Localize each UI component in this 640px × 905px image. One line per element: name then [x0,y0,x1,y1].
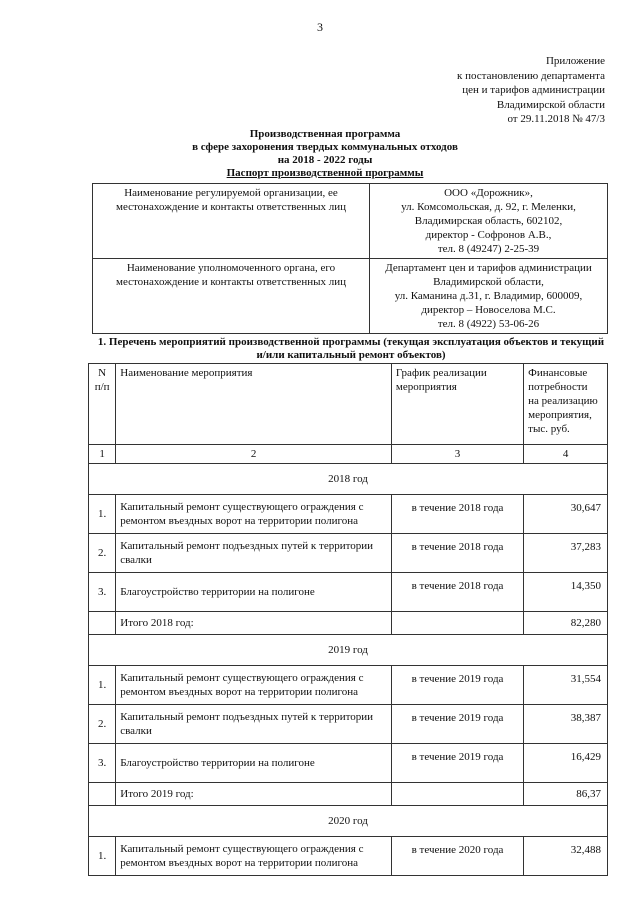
year-row [89,635,608,666]
appendix-line: Приложение [545,55,605,67]
measure-name: Благоустройство территории на полигоне [116,744,392,783]
passport-value-line: директор - Софронов А.В., [425,229,552,241]
program-title-line: на 2018 - 2022 годы [277,154,373,166]
total-row [89,783,608,806]
table-row [89,837,608,876]
program-title-line: Производственная программа [249,128,401,140]
total-label: Итого 2018 год: [116,612,392,635]
passport-label: Наименование уполномоченного органа, его местонахождение и контакты ответственных лиц [93,259,370,334]
section-title: 1. Перечень мероприятий производственной программы (текущая эксплуатация объектов и текущий и/или капитальный ремонт объектов) [97,336,605,361]
passport-value [370,184,608,259]
total-value: 82,280 [524,612,608,635]
measure-cost: 16,429 [524,744,608,783]
measure-cost: 30,647 [524,495,608,534]
empty-cell [391,783,523,806]
passport-value-line: ООО «Дорожник», [444,187,533,199]
table-row [89,534,608,573]
empty-cell [89,612,116,635]
measure-schedule: в течение 2019 года [391,744,523,783]
table-row [89,705,608,744]
year-label: 2018 год [89,464,608,495]
passport-value-line: Владимирская область, 602102, [414,215,563,227]
total-label: Итого 2019 год: [116,783,392,806]
row-number: 3. [89,573,116,612]
table-row [89,744,608,783]
program-title [150,128,500,180]
header-cell: Наименование мероприятия [116,364,392,445]
appendix-block [400,54,605,127]
row-number: 2. [89,534,116,573]
column-number: 1 [89,445,116,464]
page-number: 3 [317,20,323,34]
measure-name: Капитальный ремонт подъездных путей к территории свалки [116,705,392,744]
header-cell: N п/п [89,364,116,445]
row-number: 3. [89,744,116,783]
passport-value-line: тел. 8 (49247) 2-25-39 [437,243,540,255]
passport-row [93,259,608,334]
measure-cost: 14,350 [524,573,608,612]
measure-schedule: в течение 2019 года [391,666,523,705]
column-number-row [89,445,608,464]
total-value: 86,37 [524,783,608,806]
header-cell: Финансовые потребности на реализацию мероприятия, тыс. руб. [524,364,608,445]
program-title-line: в сфере захоронения твердых коммунальных отходов [192,141,458,153]
column-number: 2 [116,445,392,464]
measure-name: Капитальный ремонт подъездных путей к территории свалки [116,534,392,573]
column-number: 4 [524,445,608,464]
year-row [89,464,608,495]
year-label: 2019 год [89,635,608,666]
header-cell: График реализации мероприятия [391,364,523,445]
measure-name: Капитальный ремонт существующего ограждения с ремонтом въездных ворот на территории полигона [116,666,392,705]
passport-table [92,183,608,334]
passport-value [370,259,608,334]
measure-name: Капитальный ремонт существующего ограждения с ремонтом въездных ворот на территории полигона [116,837,392,876]
measure-cost: 32,488 [524,837,608,876]
column-number: 3 [391,445,523,464]
measure-name: Благоустройство территории на полигоне [116,573,392,612]
measure-schedule: в течение 2018 года [391,495,523,534]
measure-schedule: в течение 2018 года [391,573,523,612]
appendix-line: от 29.11.2018 № 47/3 [507,113,605,125]
passport-value-line: ул. Каманина д.31, г. Владимир, 600009, [394,290,583,302]
appendix-line: к постановлению департамента [457,69,605,82]
appendix-line: цен и тарифов администрации [462,84,605,96]
passport-row [93,184,608,259]
passport-label: Наименование регулируемой организации, ее местонахождение и контакты ответственных лиц [93,184,370,259]
total-row [89,612,608,635]
table-row [89,573,608,612]
table-header-row [89,364,608,445]
measure-cost: 38,387 [524,705,608,744]
row-number: 1. [89,666,116,705]
empty-cell [391,612,523,635]
empty-cell [89,783,116,806]
measure-schedule: в течение 2020 года [391,837,523,876]
measure-schedule: в течение 2019 года [391,705,523,744]
measures-table [88,363,608,876]
passport-value-line: Департамент цен и тарифов администрации [385,262,592,274]
passport-value-line: директор – Новоселова М.С. [421,304,556,316]
passport-value-line: ул. Комсомольская, д. 92, г. Меленки, [401,201,576,213]
measure-cost: 37,283 [524,534,608,573]
row-number: 1. [89,495,116,534]
passport-value-line: тел. 8 (4922) 53-06-26 [437,318,540,330]
passport-value-line: Владимирской области, [433,276,544,288]
row-number: 2. [89,705,116,744]
year-label: 2020 год [89,806,608,837]
passport-title: Паспорт производственной программы [226,167,424,179]
appendix-line: Владимирской области [496,98,605,111]
measure-cost: 31,554 [524,666,608,705]
table-row [89,495,608,534]
row-number: 1. [89,837,116,876]
table-row [89,666,608,705]
measure-schedule: в течение 2018 года [391,534,523,573]
year-row [89,806,608,837]
measure-name: Капитальный ремонт существующего ограждения с ремонтом въездных ворот на территории полигона [116,495,392,534]
